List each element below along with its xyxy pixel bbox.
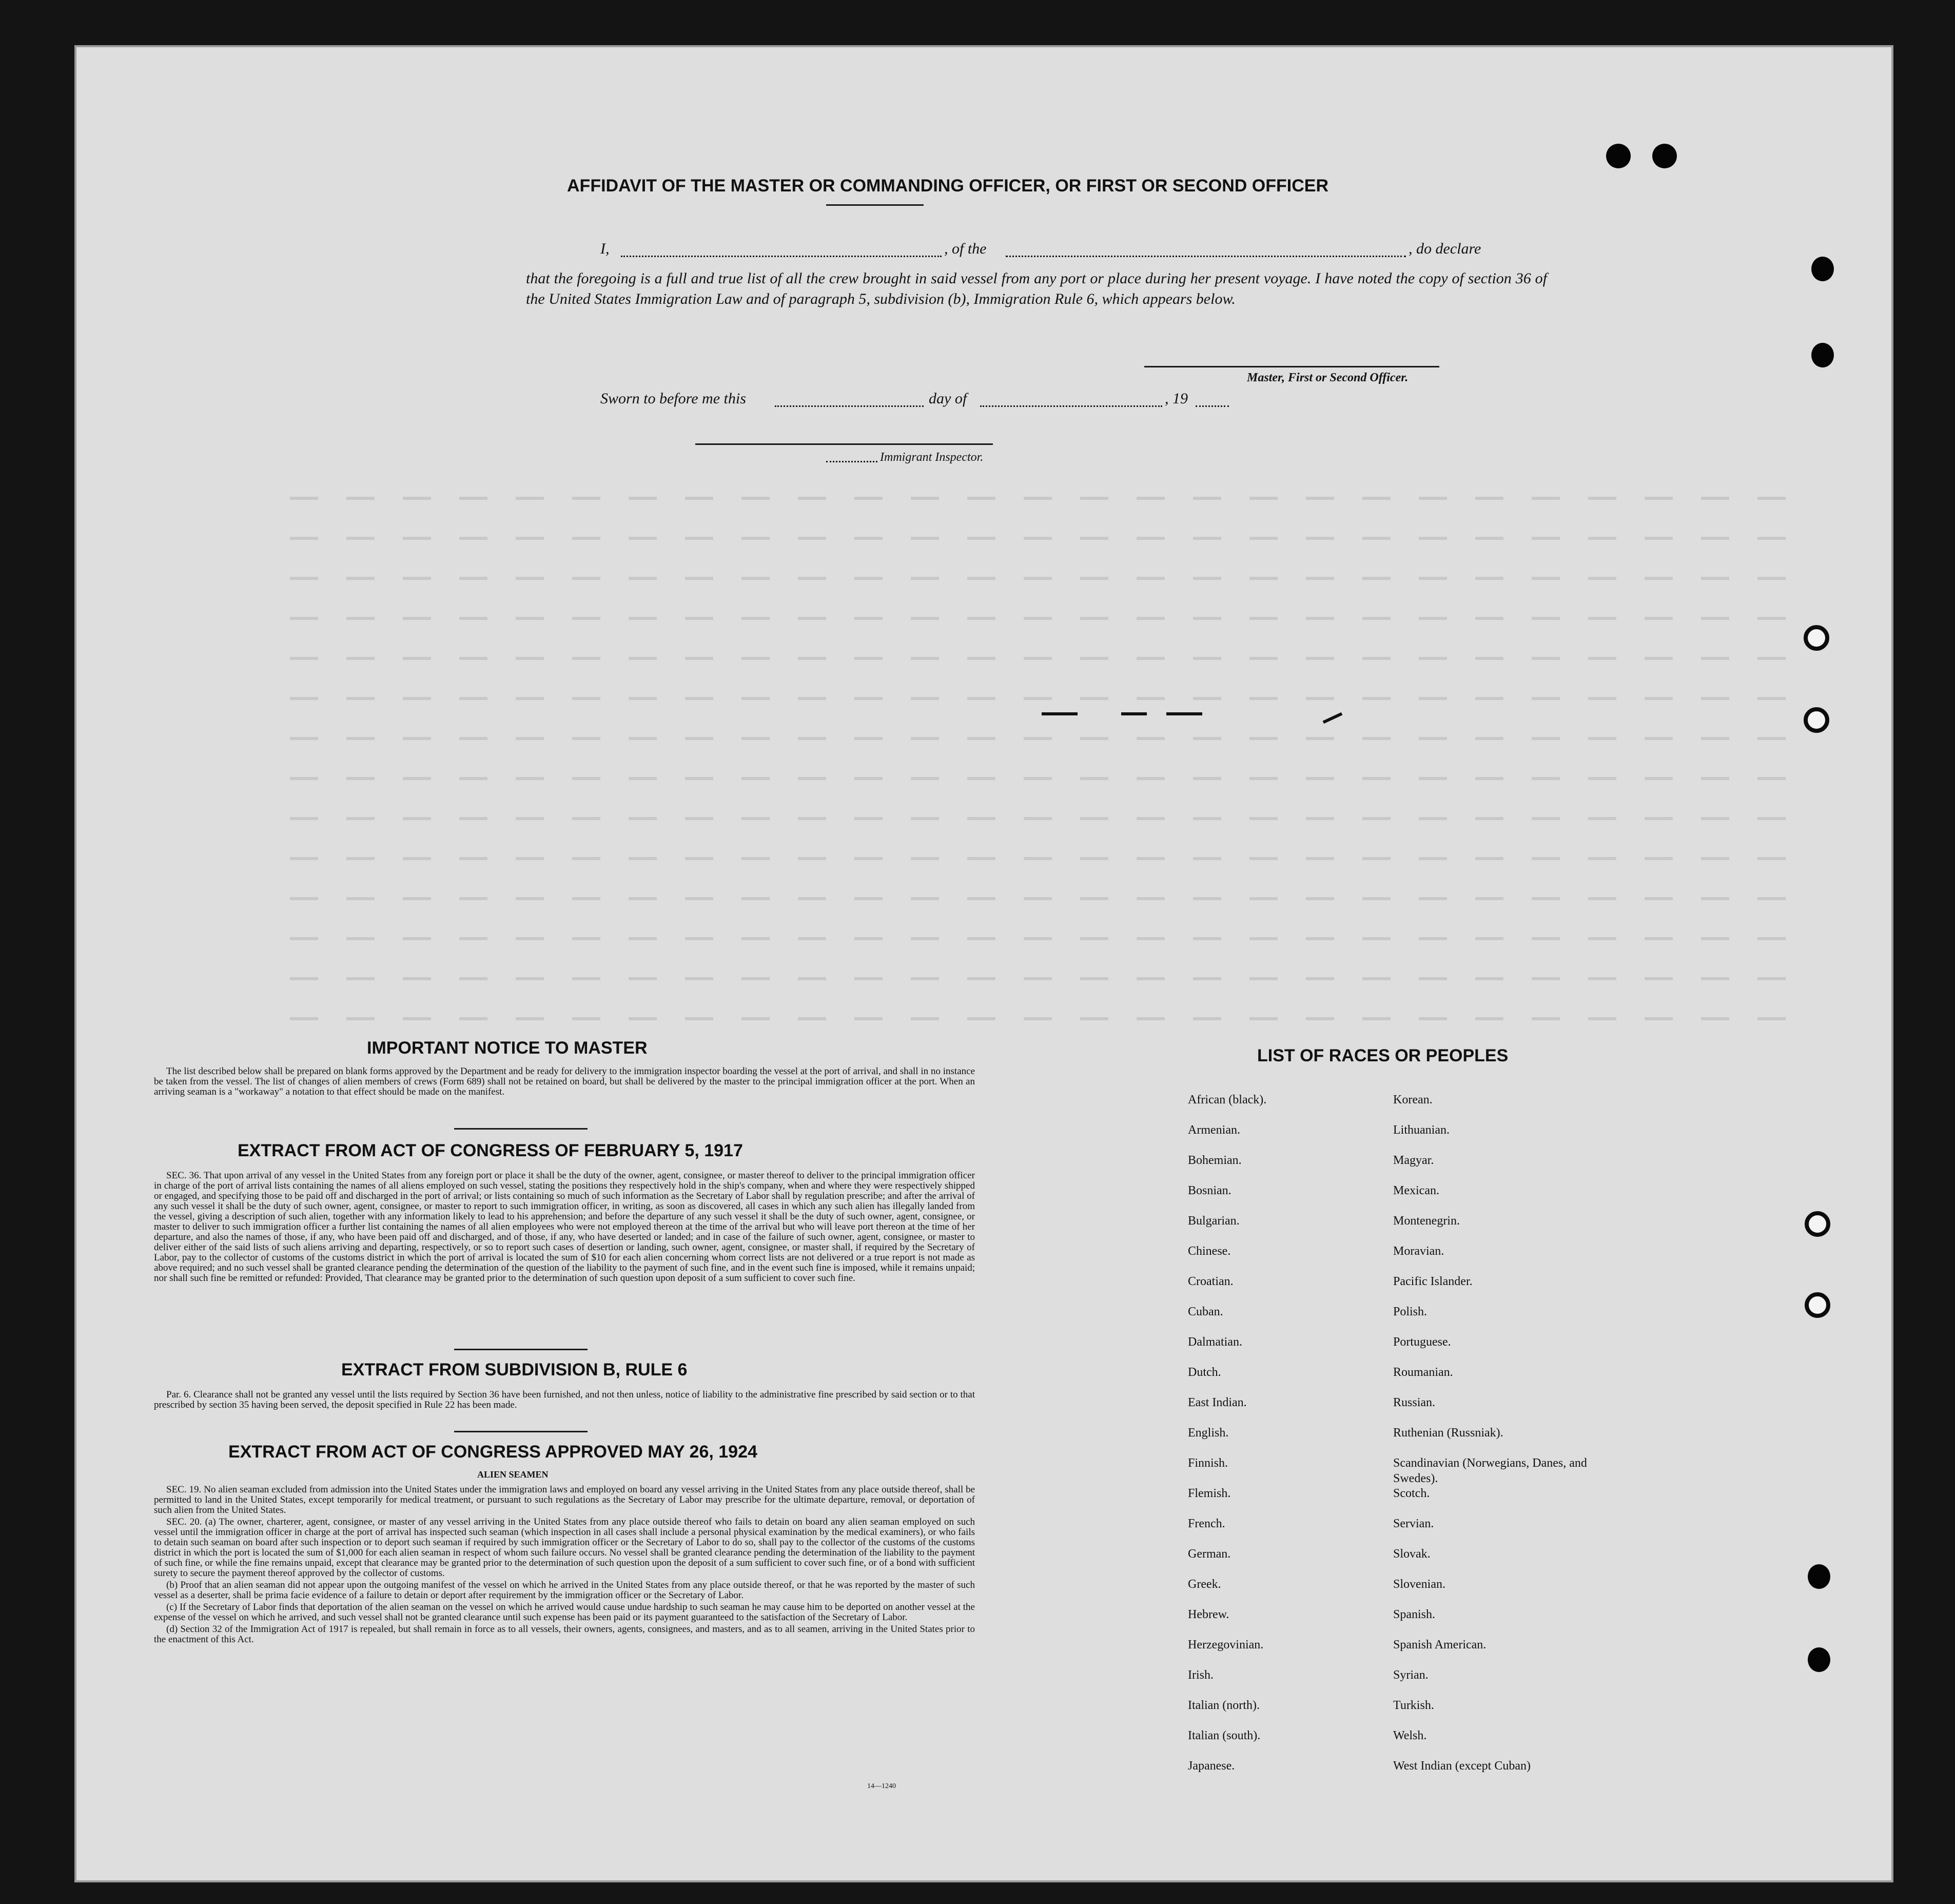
race-item: Croatian.: [1188, 1275, 1234, 1288]
declare-text: , do declare: [1409, 240, 1481, 257]
race-item: Finnish.: [1188, 1456, 1228, 1470]
race-item: Armenian.: [1188, 1123, 1240, 1137]
race-item: Bosnian.: [1188, 1184, 1231, 1197]
race-item: Slovak.: [1393, 1547, 1431, 1561]
notice-title: IMPORTANT NOTICE TO MASTER: [367, 1038, 648, 1058]
extract-1917-text: [154, 1171, 975, 1285]
race-item: Portuguese.: [1393, 1335, 1451, 1349]
binder-hole: [1808, 1564, 1830, 1589]
form-number: 14—1240: [867, 1782, 896, 1790]
race-item: Welsh.: [1393, 1729, 1427, 1742]
sworn-day-field[interactable]: [775, 405, 924, 407]
sec20a-paragraph: SEC. 20. (a) The owner, charterer, agent, consignee, or master of any vessel arriving in the United States from any place outside thereof who fails to detain on board any alien seaman employed on such vessel until the immigration officer in charge at the port of arrival has inspected such seaman (which inspection in all cases shall include a personal physical examination by the medical examiners), or who fails to detain such seaman on board after such inspection or to deport such seaman if required by such immigration officer or the Secretary of Labor to do so, shall pay to the collector of the customs of the customs district in which the port is located the sum of $1,000 for each alien seaman in respect of whom such failure occurs. No vessel shall be granted clearance pending the determination of the liability to the payment of such fine, or while the fine remains unpaid, except that clearance may be granted prior to the determination of such question upon the deposit of a sum sufficient to cover such fine, or of a bond with sufficient surety to secure the payment thereof approved by the collector of customs.: [154, 1517, 975, 1579]
extract-1924-text: [154, 1485, 975, 1646]
race-item: Cuban.: [1188, 1305, 1223, 1318]
race-item: Italian (north).: [1188, 1699, 1260, 1712]
race-item: French.: [1188, 1517, 1225, 1530]
race-item: Roumanian.: [1393, 1366, 1453, 1379]
declaration-line: [526, 240, 1565, 261]
document-page: [74, 45, 1893, 1882]
inspector-signature-line[interactable]: [695, 443, 993, 445]
race-item: Bohemian.: [1188, 1154, 1242, 1167]
binder-hole: [1606, 144, 1631, 168]
sworn-year-field[interactable]: [1196, 405, 1229, 407]
binder-hole: [1811, 257, 1834, 281]
inspector-caption: Immigrant Inspector.: [880, 451, 984, 464]
binder-hole: [1805, 1292, 1830, 1318]
notice-paragraph: The list described below shall be prepared on blank forms approved by the Department and be ready for delivery to the immigration inspector boarding the vessel at the port of arrival, and shall in no instance be taken from the vessel. The list of changes of alien members of crews (Form 689) shall not be retained on board, but shall be delivered by the master to the principal immigration officer at the port. When an arriving seaman is a "workaway" a notation to that effect should be made on the manifest.: [154, 1066, 975, 1097]
extract-1924-subtitle: ALIEN SEAMEN: [477, 1469, 549, 1480]
section-divider: [454, 1349, 588, 1350]
races-left-column: [1188, 1092, 1383, 1789]
race-item: Pacific Islander.: [1393, 1275, 1473, 1288]
declarant-of-the: , of the: [944, 240, 987, 257]
extract-1924-title: EXTRACT FROM ACT OF CONGRESS APPROVED MAY 26, 1924: [228, 1442, 757, 1462]
sec20c-paragraph: (c) If the Secretary of Labor finds that deportation of the alien seaman on the vessel on which he arrived would cause undue hardship to such seaman he may cause him to be deported on another vessel at the expense of the vessel on which he arrived, and such vessel shall not be granted clearance until such expense has been paid or its payment guaranteed to the satisfaction of the Secretary of Labor.: [154, 1602, 975, 1623]
ink-mark: [1042, 712, 1078, 715]
binder-hole: [1805, 1211, 1830, 1237]
race-item: Bulgarian.: [1188, 1214, 1240, 1228]
race-item: Ruthenian (Russniak).: [1393, 1426, 1503, 1440]
extract-1917-title: EXTRACT FROM ACT OF CONGRESS OF FEBRUARY 5, 1917: [238, 1141, 743, 1160]
section-divider: [454, 1431, 588, 1432]
extract-rule6-title: EXTRACT FROM SUBDIVISION B, RULE 6: [341, 1360, 688, 1380]
binder-hole: [1652, 144, 1677, 168]
extract-rule6-text: [154, 1390, 975, 1412]
race-item: Greek.: [1188, 1578, 1221, 1591]
sworn-year: , 19: [1165, 390, 1188, 407]
race-item: Flemish.: [1188, 1487, 1231, 1500]
race-item: Dalmatian.: [1188, 1335, 1242, 1349]
extract-rule6-paragraph: Par. 6. Clearance shall not be granted any vessel until the lists required by Section 36 have been furnished, and not then unless, notice of liability to the administrative fine prescribed by said section or to that prescribed by section 35 having been served, the deposit specified in Rule 22 has been made.: [154, 1389, 975, 1410]
race-item: Mexican.: [1393, 1184, 1439, 1197]
race-item: African (black).: [1188, 1093, 1267, 1106]
inspector-caption-leader: [826, 461, 877, 462]
race-item: Lithuanian.: [1393, 1123, 1450, 1137]
binder-hole: [1804, 707, 1829, 733]
race-item: Korean.: [1393, 1093, 1433, 1106]
race-item: Chinese.: [1188, 1245, 1231, 1258]
race-item: Russian.: [1393, 1396, 1436, 1409]
races-list: [1188, 1092, 1650, 1800]
races-right-column: [1393, 1092, 1598, 1789]
officer-signature-caption: Master, First or Second Officer.: [1247, 371, 1409, 384]
races-title: LIST OF RACES OR PEOPLES: [1257, 1046, 1509, 1065]
race-item: Scandinavian (Norwegians, Danes, and Swedes).: [1393, 1456, 1587, 1485]
race-item: Syrian.: [1393, 1668, 1429, 1682]
race-item: Japanese.: [1188, 1759, 1235, 1773]
notice-text: [154, 1066, 975, 1099]
binder-hole: [1808, 1647, 1830, 1672]
race-item: Herzegovinian.: [1188, 1638, 1264, 1652]
title-underline: [826, 204, 924, 206]
binder-hole: [1811, 343, 1834, 367]
officer-signature-line[interactable]: [1144, 366, 1439, 367]
race-item: West Indian (except Cuban): [1393, 1759, 1531, 1773]
extract-1917-paragraph: SEC. 36. That upon arrival of any vessel in the United States from any foreign port or place it shall be the duty of the owner, agent, consignee, or master thereof to deliver to the principal immigration officer in charge of the port of arrival lists containing the names of all aliens employed on such vessel, stating the positions they respectively hold in the ship's company, when and where they were respectively shipped or engaged, and specifying those to be paid off and discharged in the port of arrival; or lists containing so much of such information as the Secretary of Labor shall by regulation prescribe; and after the arrival of any such vessel it shall be the duty of such owner, agent, consignee, or master to report to such immigration officer, in writing, as soon as discovered, all cases in which any such alien has illegally landed from the vessel, giving a description of such alien, together with any information likely to lead to his apprehension; and before the departure of any such vessel it shall be the duty of such owner, agent, consignee, or master to deliver to such immigration officer a further list containing the names of all alien employees who were not employed thereon at the time of the arrival but who will leave port thereon at the time of her departure, and also the names of those, if any, who have been paid off and discharged, and of those, if any, who have deserted or landed; and in case of the failure of such owner, agent, consignee, or master to deliver either of the said lists of such aliens arriving and departing, respectively, or so to report such cases of desertion or landing, such owner, agent, consignee, or master shall, if required by the Secretary of Labor, pay to the collector of customs of the customs district in which the port of arrival is located the sum of $10 for each alien concerning whom correct lists are not delivered or a true report is not made as above required; and no such vessel shall be granted clearance pending the determination of the question of the liability to the payment of such fine, and in the event such fine is imposed, while it remains unpaid; nor shall such fine be remitted or refunded: Provided, That clearance may be granted prior to the determination of such question upon deposit of a sum sufficient to cover such fine.: [154, 1170, 975, 1284]
ink-mark: [1121, 712, 1147, 715]
sec20b-paragraph: (b) Proof that an alien seaman did not appear upon the outgoing manifest of the vessel on which he arrived in the United States from any place outside thereof, or that he was reported by the master of such vessel as a deserter, shall be prima facie evidence of a failure to detain or deport after requirement by the immigration officer or the Secretary of Labor.: [154, 1580, 975, 1601]
race-item: German.: [1188, 1547, 1231, 1561]
race-item: Moravian.: [1393, 1245, 1444, 1258]
race-item: Servian.: [1393, 1517, 1434, 1530]
declarant-name-field[interactable]: [621, 256, 942, 257]
race-item: Montenegrin.: [1393, 1214, 1460, 1228]
race-item: Slovenian.: [1393, 1578, 1445, 1591]
sec19-paragraph: SEC. 19. No alien seaman excluded from admission into the United States under the immigration laws and employed on board any vessel arriving in the United States from any place outside thereof, shall be permitted to land in the United States, except temporarily for medical treatment, or pursuant to such regulations as the Secretary of Labor may prescribe for the ultimate departure, removal, or deportation of such alien from the United States.: [154, 1484, 975, 1516]
sworn-month-field[interactable]: [980, 405, 1162, 407]
race-item: Spanish.: [1393, 1608, 1436, 1621]
bleed-through-manifest: [74, 45, 1893, 1082]
race-item: Italian (south).: [1188, 1729, 1261, 1742]
binder-hole: [1804, 625, 1829, 651]
race-item: Turkish.: [1393, 1699, 1434, 1712]
race-item: Scotch.: [1393, 1487, 1430, 1500]
section-divider: [454, 1128, 588, 1130]
declarant-prefix: I,: [600, 240, 610, 257]
race-item: English.: [1188, 1426, 1229, 1440]
ink-mark: [1166, 712, 1202, 715]
race-item: Spanish American.: [1393, 1638, 1487, 1652]
sworn-day-of: day of: [929, 390, 967, 407]
race-item: Polish.: [1393, 1305, 1428, 1318]
race-item: East Indian.: [1188, 1396, 1247, 1409]
sworn-text: Sworn to before me this: [600, 390, 746, 407]
race-item: Magyar.: [1393, 1154, 1434, 1167]
sec20d-paragraph: (d) Section 32 of the Immigration Act of 1917 is repealed, but shall remain in force as to all vessels, their owners, agents, consignees, and masters, and as to all seamen, arriving in the United States prior to the enactment of this Act.: [154, 1624, 975, 1645]
race-item: Irish.: [1188, 1668, 1214, 1682]
vessel-name-field[interactable]: [1006, 256, 1406, 257]
race-item: Hebrew.: [1188, 1608, 1229, 1621]
declaration-body: that the foregoing is a full and true list of all the crew brought in said vessel from any port or place during her present voyage. I have noted the copy of section 36 of the United States Immigration Law and of paragraph 5, subdivision (b), Immigration Rule 6, which appears below.: [526, 270, 1547, 307]
race-item: Dutch.: [1188, 1366, 1221, 1379]
affidavit-title: AFFIDAVIT OF THE MASTER OR COMMANDING OFFICER, OR FIRST OR SECOND OFFICER: [567, 176, 1328, 196]
sworn-line: [526, 390, 1296, 411]
